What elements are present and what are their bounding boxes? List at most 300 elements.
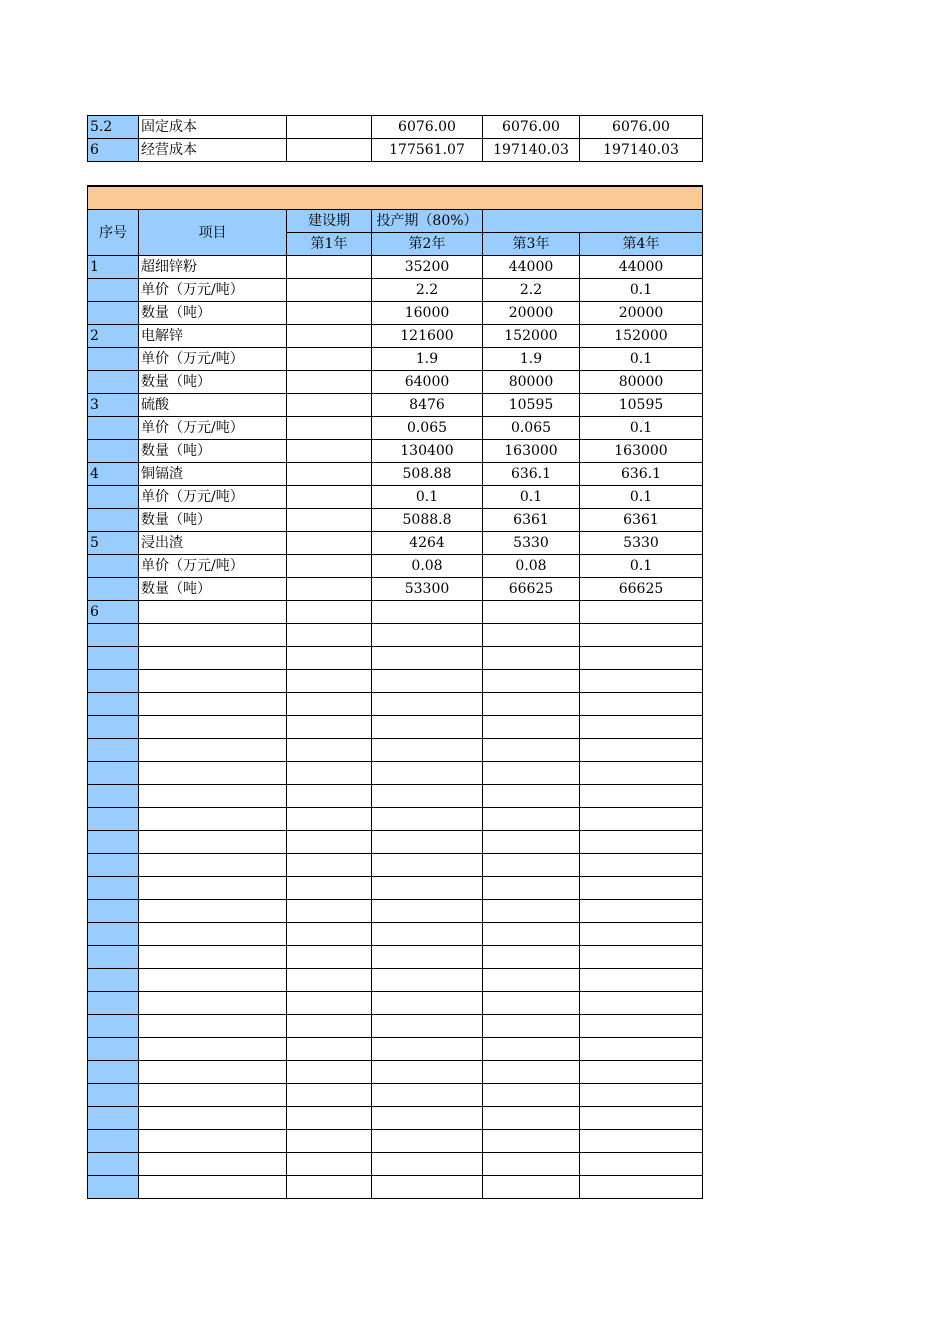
row-year2: [372, 877, 483, 900]
row-year3: 80000: [483, 371, 580, 394]
table-row: [88, 463, 703, 486]
row-item: 超细锌粉: [139, 256, 287, 279]
row-item: [139, 831, 287, 854]
header-row-1: [88, 210, 703, 233]
row-year1: [287, 739, 372, 762]
row-seq: [88, 1130, 139, 1153]
row-item: [139, 1107, 287, 1130]
row-year3: [483, 785, 580, 808]
row-item: [139, 762, 287, 785]
row-year1: [287, 302, 372, 325]
table-row: [88, 877, 703, 900]
row-seq: [88, 946, 139, 969]
row-item: 数量（吨）: [139, 302, 287, 325]
row-year3: 66625: [483, 578, 580, 601]
row-seq: [88, 854, 139, 877]
row-seq: [88, 877, 139, 900]
row-item: 单价（万元/吨）: [139, 348, 287, 371]
row-item: [139, 739, 287, 762]
header-construction: 建设期: [287, 210, 372, 233]
row-year1: [287, 992, 372, 1015]
row-year3: [483, 601, 580, 624]
row-year3: 20000: [483, 302, 580, 325]
header-production: 投产期（80%）: [372, 210, 483, 233]
table-row: [88, 624, 703, 647]
row-item: [139, 1176, 287, 1199]
row-year2: [372, 1061, 483, 1084]
row-item: 数量（吨）: [139, 440, 287, 463]
row-year1: [287, 486, 372, 509]
row-seq: [88, 808, 139, 831]
row-year1: [287, 555, 372, 578]
row-seq: 6: [88, 601, 139, 624]
row-year4: 197140.03: [580, 139, 703, 162]
row-year3: [483, 808, 580, 831]
table-row: [88, 486, 703, 509]
row-year4: 0.1: [580, 279, 703, 302]
row-year2: 16000: [372, 302, 483, 325]
row-year4: [580, 992, 703, 1015]
row-year3: [483, 877, 580, 900]
header-seq: 序号: [88, 210, 139, 256]
row-year3: 5330: [483, 532, 580, 555]
row-year4: [580, 693, 703, 716]
header-year2: 第2年: [372, 233, 483, 256]
row-item: [139, 877, 287, 900]
row-year4: [580, 1176, 703, 1199]
row-seq: [88, 1084, 139, 1107]
row-item: 单价（万元/吨）: [139, 279, 287, 302]
row-seq: 4: [88, 463, 139, 486]
row-year4: 66625: [580, 578, 703, 601]
row-year1: [287, 900, 372, 923]
row-seq: [88, 762, 139, 785]
row-year4: [580, 1107, 703, 1130]
row-year1: [287, 256, 372, 279]
header-item: 项目: [139, 210, 287, 256]
row-item: 单价（万元/吨）: [139, 417, 287, 440]
row-year2: [372, 670, 483, 693]
row-year3: [483, 1176, 580, 1199]
row-item: [139, 601, 287, 624]
row-year2: 64000: [372, 371, 483, 394]
row-year3: [483, 670, 580, 693]
row-seq: 5: [88, 532, 139, 555]
table-row: [88, 854, 703, 877]
row-seq: [88, 1107, 139, 1130]
row-seq: [88, 969, 139, 992]
row-year4: 163000: [580, 440, 703, 463]
row-year2: 6076.00: [372, 116, 483, 139]
row-year3: 6076.00: [483, 116, 580, 139]
table-row: [88, 946, 703, 969]
row-item: [139, 946, 287, 969]
row-year2: [372, 1130, 483, 1153]
row-seq: [88, 348, 139, 371]
row-year1: [287, 854, 372, 877]
row-year4: [580, 785, 703, 808]
table-row: [88, 647, 703, 670]
table-row: [88, 302, 703, 325]
row-seq: 2: [88, 325, 139, 348]
row-year4: 10595: [580, 394, 703, 417]
row-year1: [287, 1038, 372, 1061]
row-year3: 1.9: [483, 348, 580, 371]
row-year1: [287, 417, 372, 440]
row-year4: [580, 1061, 703, 1084]
row-year4: [580, 877, 703, 900]
row-year4: [580, 1084, 703, 1107]
row-year2: 8476: [372, 394, 483, 417]
row-year1: [287, 578, 372, 601]
row-year2: [372, 785, 483, 808]
row-year4: [580, 716, 703, 739]
row-year4: 636.1: [580, 463, 703, 486]
row-item: [139, 670, 287, 693]
row-year4: [580, 1130, 703, 1153]
row-year1: [287, 831, 372, 854]
row-year2: 4264: [372, 532, 483, 555]
row-item: [139, 785, 287, 808]
row-year2: [372, 624, 483, 647]
row-item: [139, 1130, 287, 1153]
table-row: [88, 348, 703, 371]
row-year1: [287, 394, 372, 417]
row-item: 单价（万元/吨）: [139, 486, 287, 509]
row-year4: 6076.00: [580, 116, 703, 139]
row-year1: [287, 624, 372, 647]
row-year2: [372, 992, 483, 1015]
row-year4: 0.1: [580, 417, 703, 440]
row-year2: [372, 1015, 483, 1038]
row-year4: [580, 601, 703, 624]
row-year2: 0.08: [372, 555, 483, 578]
row-year1: [287, 463, 372, 486]
row-year1: [287, 279, 372, 302]
row-year1: [287, 1176, 372, 1199]
table-row: [88, 578, 703, 601]
table-row: [88, 116, 703, 139]
table-row: [88, 1061, 703, 1084]
table-row: [88, 371, 703, 394]
row-year3: [483, 946, 580, 969]
row-year3: 6361: [483, 509, 580, 532]
row-year1: [287, 139, 372, 162]
table-row: [88, 693, 703, 716]
row-year4: [580, 946, 703, 969]
row-year3: 0.1: [483, 486, 580, 509]
row-seq: [88, 923, 139, 946]
table-row: [88, 992, 703, 1015]
row-year3: 0.065: [483, 417, 580, 440]
row-item: 数量（吨）: [139, 509, 287, 532]
row-year2: [372, 1107, 483, 1130]
row-item: 单价（万元/吨）: [139, 555, 287, 578]
row-year2: 2.2: [372, 279, 483, 302]
row-year1: [287, 946, 372, 969]
row-year3: [483, 1061, 580, 1084]
row-item: 经营成本: [139, 139, 287, 162]
row-year3: [483, 739, 580, 762]
table-row: [88, 1107, 703, 1130]
row-item: [139, 624, 287, 647]
row-year4: [580, 808, 703, 831]
table-row: [88, 1176, 703, 1199]
row-year1: [287, 808, 372, 831]
row-year3: [483, 969, 580, 992]
row-item: [139, 693, 287, 716]
row-item: [139, 647, 287, 670]
row-seq: [88, 1038, 139, 1061]
table-row: [88, 969, 703, 992]
header-year3: 第3年: [483, 233, 580, 256]
row-item: [139, 992, 287, 1015]
row-year1: [287, 1084, 372, 1107]
row-year3: [483, 693, 580, 716]
row-year3: 197140.03: [483, 139, 580, 162]
row-year2: [372, 854, 483, 877]
header-year1: 第1年: [287, 233, 372, 256]
row-item: 数量（吨）: [139, 371, 287, 394]
row-year3: [483, 647, 580, 670]
row-seq: [88, 831, 139, 854]
row-year2: 5088.8: [372, 509, 483, 532]
table-row: [88, 739, 703, 762]
row-year4: [580, 647, 703, 670]
table-row: [88, 325, 703, 348]
row-seq: [88, 624, 139, 647]
table-row: [88, 139, 703, 162]
row-year2: [372, 762, 483, 785]
row-seq: [88, 1015, 139, 1038]
row-item: [139, 1038, 287, 1061]
row-item: 电解锌: [139, 325, 287, 348]
row-year1: [287, 440, 372, 463]
table-row: [88, 1038, 703, 1061]
row-item: [139, 900, 287, 923]
row-seq: [88, 440, 139, 463]
row-item: [139, 923, 287, 946]
row-year1: [287, 532, 372, 555]
table-row: [88, 670, 703, 693]
row-year2: 130400: [372, 440, 483, 463]
row-item: 数量（吨）: [139, 578, 287, 601]
row-item: [139, 1153, 287, 1176]
table-row: [88, 279, 703, 302]
row-year3: [483, 716, 580, 739]
table-row: [88, 1153, 703, 1176]
row-year1: [287, 348, 372, 371]
row-year3: [483, 762, 580, 785]
row-seq: [88, 670, 139, 693]
row-year2: [372, 1176, 483, 1199]
table-row: [88, 440, 703, 463]
row-year3: 0.08: [483, 555, 580, 578]
row-seq: [88, 279, 139, 302]
revenue-table: [87, 185, 703, 1199]
header-year4: 第4年: [580, 233, 703, 256]
top-summary-table: [87, 115, 703, 162]
row-seq: [88, 417, 139, 440]
row-seq: [88, 509, 139, 532]
row-item: [139, 1061, 287, 1084]
table-row: [88, 716, 703, 739]
row-year1: [287, 509, 372, 532]
row-year2: [372, 831, 483, 854]
row-year3: [483, 1084, 580, 1107]
row-year3: [483, 831, 580, 854]
row-item: 固定成本: [139, 116, 287, 139]
row-year2: 0.065: [372, 417, 483, 440]
row-year2: [372, 693, 483, 716]
row-year1: [287, 923, 372, 946]
row-seq: [88, 716, 139, 739]
row-year1: [287, 762, 372, 785]
row-year1: [287, 969, 372, 992]
row-seq: [88, 302, 139, 325]
row-year2: 0.1: [372, 486, 483, 509]
row-year4: [580, 831, 703, 854]
row-year4: 0.1: [580, 486, 703, 509]
table-row: [88, 808, 703, 831]
row-year4: [580, 670, 703, 693]
row-year3: 2.2: [483, 279, 580, 302]
row-year3: [483, 1015, 580, 1038]
row-year1: [287, 371, 372, 394]
row-year4: [580, 1015, 703, 1038]
row-year4: 20000: [580, 302, 703, 325]
row-item: 铜镉渣: [139, 463, 287, 486]
table-row: [88, 923, 703, 946]
row-year2: 1.9: [372, 348, 483, 371]
row-seq: 6: [88, 139, 139, 162]
row-year1: [287, 1061, 372, 1084]
row-seq: [88, 900, 139, 923]
row-year3: [483, 992, 580, 1015]
row-year3: [483, 923, 580, 946]
row-seq: [88, 693, 139, 716]
table-row: [88, 1015, 703, 1038]
table-row: [88, 831, 703, 854]
row-item: [139, 716, 287, 739]
row-year2: [372, 808, 483, 831]
row-seq: [88, 785, 139, 808]
row-item: [139, 854, 287, 877]
row-year2: [372, 647, 483, 670]
row-year4: [580, 854, 703, 877]
row-year1: [287, 325, 372, 348]
table-row: [88, 256, 703, 279]
row-year3: [483, 624, 580, 647]
header-blank: [483, 210, 703, 233]
row-year4: [580, 762, 703, 785]
row-year4: 80000: [580, 371, 703, 394]
row-year3: 10595: [483, 394, 580, 417]
row-year3: 44000: [483, 256, 580, 279]
table-row: [88, 900, 703, 923]
title-band-row: [88, 186, 703, 210]
row-year4: 0.1: [580, 555, 703, 578]
row-year3: [483, 1130, 580, 1153]
table-row: [88, 1084, 703, 1107]
row-year4: [580, 900, 703, 923]
row-seq: [88, 1153, 139, 1176]
row-seq: [88, 1176, 139, 1199]
row-year3: [483, 1107, 580, 1130]
row-year2: [372, 716, 483, 739]
row-year4: [580, 923, 703, 946]
row-seq: [88, 647, 139, 670]
row-year1: [287, 116, 372, 139]
row-year1: [287, 1015, 372, 1038]
row-seq: [88, 371, 139, 394]
row-year3: [483, 1153, 580, 1176]
row-year3: [483, 854, 580, 877]
row-year2: [372, 946, 483, 969]
row-year4: [580, 969, 703, 992]
row-year2: [372, 1038, 483, 1061]
row-year4: [580, 1038, 703, 1061]
row-seq: [88, 739, 139, 762]
row-year1: [287, 1107, 372, 1130]
row-year3: 152000: [483, 325, 580, 348]
row-year2: 121600: [372, 325, 483, 348]
row-year4: 5330: [580, 532, 703, 555]
row-year2: 35200: [372, 256, 483, 279]
row-seq: 1: [88, 256, 139, 279]
row-year1: [287, 693, 372, 716]
table-row: [88, 762, 703, 785]
row-seq: 5.2: [88, 116, 139, 139]
row-item: 硫酸: [139, 394, 287, 417]
table-row: [88, 601, 703, 624]
row-year2: [372, 739, 483, 762]
row-year1: [287, 601, 372, 624]
row-year3: [483, 900, 580, 923]
row-seq: [88, 1061, 139, 1084]
row-year1: [287, 877, 372, 900]
row-year3: [483, 1038, 580, 1061]
table-row: [88, 1130, 703, 1153]
row-year4: 152000: [580, 325, 703, 348]
row-year2: 53300: [372, 578, 483, 601]
row-seq: [88, 992, 139, 1015]
row-year2: [372, 601, 483, 624]
row-year1: [287, 716, 372, 739]
row-year4: [580, 1153, 703, 1176]
row-item: [139, 808, 287, 831]
row-year4: 44000: [580, 256, 703, 279]
row-year1: [287, 647, 372, 670]
row-year1: [287, 670, 372, 693]
row-year1: [287, 785, 372, 808]
row-year2: 177561.07: [372, 139, 483, 162]
row-year2: [372, 923, 483, 946]
row-year3: 163000: [483, 440, 580, 463]
row-year2: [372, 1153, 483, 1176]
row-item: [139, 969, 287, 992]
row-seq: [88, 555, 139, 578]
table-row: [88, 509, 703, 532]
row-seq: [88, 486, 139, 509]
row-year2: [372, 900, 483, 923]
row-seq: 3: [88, 394, 139, 417]
table-row: [88, 555, 703, 578]
row-year4: 6361: [580, 509, 703, 532]
table-row: [88, 532, 703, 555]
row-year4: [580, 739, 703, 762]
row-item: [139, 1015, 287, 1038]
